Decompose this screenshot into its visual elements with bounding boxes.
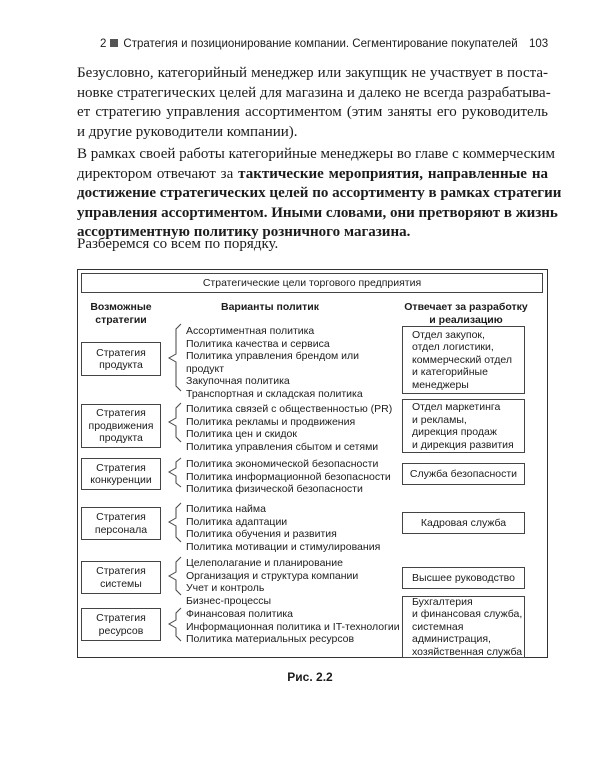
policy-item: Политика управления сбытом и сетями — [186, 440, 379, 453]
column-header-policies: Варианты политик — [221, 301, 319, 313]
text-line-bold: достижение стратегических целей по ассортименту в рамках стратегии — [77, 185, 562, 201]
strategy-label: конкуренции — [90, 474, 152, 486]
text-line: В рамках своей работы категорийные менеджеры во главе с коммерческим — [77, 146, 556, 162]
strategy-box-resources — [81, 608, 161, 641]
text-line: Безусловно, категорийный менеджер или закупщик не участвует в поста- — [77, 65, 548, 81]
policy-item: Политика адаптации — [186, 515, 288, 528]
policy-item: Политика управления брендом или — [186, 350, 360, 362]
bracket-icon — [169, 557, 181, 595]
strategy-label: продукта — [99, 359, 143, 371]
policy-item: Ассортиментная политика — [186, 325, 315, 337]
figure-caption: Рис. 2.2 — [287, 670, 333, 684]
strategy-label: продукта — [99, 432, 143, 445]
responsible-label: и дирекция развития — [412, 438, 514, 451]
strategy-box-personnel — [81, 507, 161, 540]
responsible-label: коммерческий отдел — [412, 353, 513, 366]
responsible-label: администрация, — [412, 633, 491, 646]
column-header-line: и реализацию — [429, 314, 503, 326]
responsible-label: Отдел маркетинга — [412, 401, 501, 413]
policy-item: Организация и структура компании — [186, 569, 359, 582]
strategy-label: Стратегия — [96, 346, 146, 359]
strategy-box-promotion — [81, 404, 161, 448]
bracket-icon — [169, 503, 181, 542]
text-plain: директором отвечают за — [77, 165, 239, 182]
responsible-box-product — [402, 326, 525, 394]
responsible-label: хозяйственная служба — [412, 645, 523, 658]
chapter-number: 2 — [100, 38, 107, 50]
policy-list-resources — [186, 608, 400, 646]
policy-list-competition — [186, 458, 391, 496]
policy-list-system — [186, 557, 358, 607]
strategy-label: продвижения — [88, 419, 154, 432]
text-bold: тактические мероприятия, направленные на — [238, 165, 548, 182]
text-line-bold: ассортиментную политику розничного магазина. — [77, 224, 411, 240]
strategy-label: персонала — [94, 523, 148, 536]
responsible-label: и финансовая служба, — [412, 608, 523, 621]
strategy-box-product — [81, 342, 161, 376]
policy-list-promotion — [186, 403, 392, 453]
strategy-label: Стратегия — [96, 511, 146, 523]
responsible-box-resources — [402, 596, 525, 658]
policy-item: Политика рекламы и продвижения — [186, 415, 356, 428]
responsible-label: менеджеры — [412, 378, 469, 391]
column-header-line: Отвечает за разработку — [404, 301, 528, 313]
column-header-line: Возможные — [90, 301, 152, 313]
responsible-label: отдел логистики, — [412, 341, 494, 354]
responsible-label: Бухгалтерия — [412, 595, 473, 608]
strategy-label: системы — [100, 577, 142, 590]
policy-item: Политика мотивации и стимулирования — [186, 540, 381, 553]
bracket-icon — [169, 324, 181, 391]
strategy-label: Стратегия — [96, 461, 146, 474]
policy-item: Политика информационной безопасности — [186, 470, 391, 483]
responsible-box-system — [402, 567, 525, 589]
policy-item: Политика материальных ресурсов — [186, 633, 355, 645]
policy-item: Политика экономической безопасности — [186, 458, 379, 470]
policy-item: Политика качества и сервиса — [186, 337, 330, 350]
bracket-icon — [169, 608, 181, 641]
policy-item: Информационная политика и IT-технологии — [186, 620, 400, 633]
bracket-icon — [169, 403, 181, 442]
responsible-label: дирекция продаж — [412, 426, 497, 438]
diagram-top-title: Стратегические цели торгового предприятия — [81, 273, 543, 293]
strategy-box-system — [81, 561, 161, 594]
responsible-label: системная — [412, 620, 464, 633]
strategy-label: Стратегия — [96, 565, 146, 577]
responsible-label: и категорийные — [412, 366, 488, 379]
policy-item: Транспортная и складская политика — [186, 387, 363, 400]
policy-item: Бизнес-процессы — [186, 594, 272, 607]
bracket-icon — [169, 458, 181, 487]
strategy-label: Стратегия — [96, 407, 146, 420]
column-header-line: стратегии — [95, 314, 147, 326]
responsible-box-promotion — [402, 399, 525, 453]
strategy-box-competition — [81, 458, 161, 490]
text-line: новке стратегических целей для магазина и далеко не всегда разрабатыва- — [77, 84, 551, 101]
policy-item: Политика найма — [186, 503, 266, 515]
policy-item: продукт — [186, 362, 225, 375]
policy-item: Политика физической безопасности — [186, 483, 363, 495]
policy-item: Закупочная политика — [186, 375, 290, 387]
policy-list-product — [186, 325, 363, 400]
responsible-box-personnel — [402, 512, 525, 534]
responsible-label: Высшее руководство — [412, 571, 515, 584]
responsible-label: и рекламы, — [412, 413, 467, 426]
policy-item: Политика цен и скидок — [186, 428, 297, 440]
policy-item: Политика связей с общественностью (PR) — [186, 403, 393, 415]
text-line: Разберемся со всем по порядку. — [77, 236, 279, 252]
responsible-label: Кадровая служба — [420, 516, 507, 529]
text-line-bold: управления ассортиментом. Иными словами, они претворяют в жизнь — [77, 204, 558, 221]
responsible-box-competition — [402, 463, 525, 485]
responsible-label: Служба безопасности — [409, 467, 518, 480]
responsible-label: Отдел закупок, — [412, 328, 485, 341]
policy-item: Политика обучения и развития — [186, 528, 337, 540]
strategy-label: Стратегия — [96, 612, 146, 624]
text-line: и другие руководители компании). — [77, 123, 298, 140]
chapter-title: Стратегия и позиционирование компании. Сегментирование покупателей — [123, 38, 518, 50]
policy-item: Учет и контроль — [186, 582, 265, 594]
policy-list-personnel — [186, 503, 380, 553]
text-line: ет стратегию управления ассортиментом (этим заняты его руководитель — [77, 104, 548, 120]
policy-item: Целеполагание и планирование — [186, 557, 343, 569]
page-number: 103 — [529, 38, 549, 50]
strategy-label: ресурсов — [98, 624, 144, 637]
policy-item: Финансовая политика — [186, 608, 294, 620]
